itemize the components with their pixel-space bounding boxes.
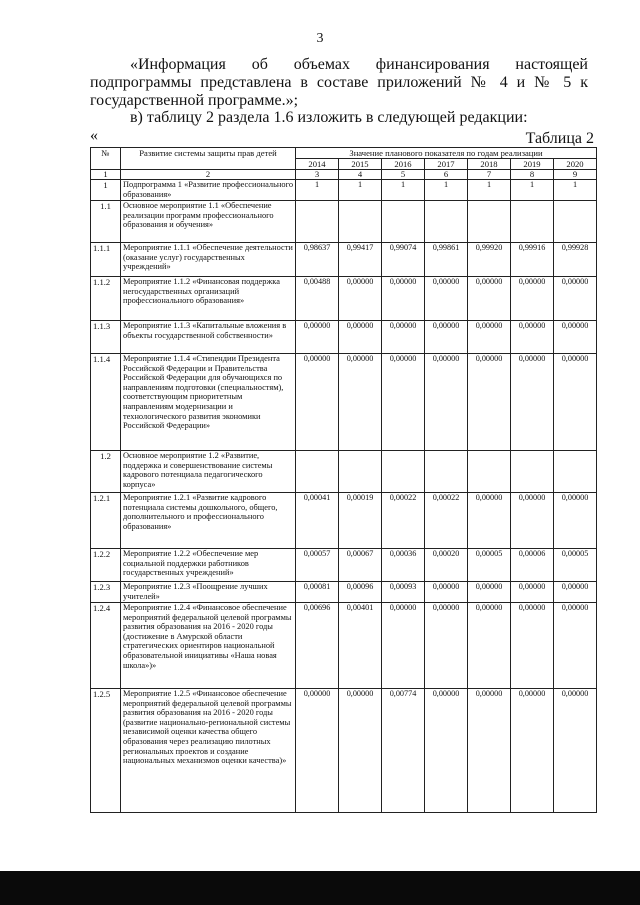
table-row bbox=[91, 549, 597, 582]
index-cell: 4 bbox=[339, 170, 382, 180]
scan-edge-bar bbox=[0, 871, 640, 905]
value-cell: 0,00006 bbox=[511, 549, 554, 582]
value-cell: 0,00000 bbox=[425, 603, 468, 689]
value-cell bbox=[468, 451, 511, 493]
value-cell: 0,00081 bbox=[296, 582, 339, 603]
row-name-cell: Мероприятие 1.2.4 «Финансовое обеспечение мероприятий федеральной целевой программы развития образования на 2016 - 2020 годы (достижение в Амурской области стратегических ориентиров национальной образовательной инициативы «Наша новая школа»)» bbox=[121, 603, 296, 689]
opening-quote-mark: « bbox=[90, 127, 98, 144]
value-cell: 1 bbox=[382, 180, 425, 201]
value-cell: 0,00041 bbox=[296, 493, 339, 549]
value-cell: 0,00774 bbox=[382, 689, 425, 813]
table-label: Таблица 2 bbox=[525, 130, 594, 147]
row-name-cell: Мероприятие 1.2.3 «Поощрение лучших учителей» bbox=[121, 582, 296, 603]
value-cell: 0,00036 bbox=[382, 549, 425, 582]
value-cell: 0,00000 bbox=[339, 321, 382, 354]
value-cell: 0,00000 bbox=[468, 321, 511, 354]
value-cell: 0,00401 bbox=[339, 603, 382, 689]
row-number-cell: 1.1.3 bbox=[91, 321, 121, 354]
value-cell bbox=[511, 451, 554, 493]
year-header: 2017 bbox=[425, 159, 468, 170]
index-cell: 3 bbox=[296, 170, 339, 180]
value-cell: 0,00000 bbox=[382, 277, 425, 321]
index-cell: 6 bbox=[425, 170, 468, 180]
value-cell: 0,00000 bbox=[511, 689, 554, 813]
year-header: 2019 bbox=[511, 159, 554, 170]
value-cell: 0,99928 bbox=[554, 243, 597, 277]
value-cell: 0,00096 bbox=[339, 582, 382, 603]
value-cell: 0,00000 bbox=[296, 689, 339, 813]
value-cell: 0,00000 bbox=[554, 493, 597, 549]
value-cell: 0,00000 bbox=[554, 582, 597, 603]
year-header: 2016 bbox=[382, 159, 425, 170]
value-cell: 0,00000 bbox=[554, 321, 597, 354]
value-cell bbox=[296, 201, 339, 243]
value-cell bbox=[296, 451, 339, 493]
value-cell: 0,00000 bbox=[425, 277, 468, 321]
table-row bbox=[91, 277, 597, 321]
year-header: 2020 bbox=[554, 159, 597, 170]
value-cell: 0,00000 bbox=[339, 689, 382, 813]
value-cell bbox=[468, 201, 511, 243]
table-row bbox=[91, 603, 597, 689]
value-cell: 0,00000 bbox=[425, 354, 468, 451]
value-cell: 0,00000 bbox=[554, 603, 597, 689]
table-row bbox=[91, 321, 597, 354]
index-cell: 2 bbox=[121, 170, 296, 180]
value-cell: 0,00000 bbox=[296, 321, 339, 354]
value-cell: 0,00000 bbox=[468, 582, 511, 603]
row-name-cell: Мероприятие 1.2.1 «Развитие кадрового потенциала системы дошкольного, общего, дополнительного и профессионального образования» bbox=[121, 493, 296, 549]
row-number-cell: 1.2.1 bbox=[91, 493, 121, 549]
value-cell: 1 bbox=[554, 180, 597, 201]
group-header: Значение планового показателя по годам реализации bbox=[296, 148, 597, 159]
year-header: 2014 bbox=[296, 159, 339, 170]
row-number-cell: 1 bbox=[91, 180, 121, 201]
row-number-cell: 1.2.2 bbox=[91, 549, 121, 582]
value-cell bbox=[382, 201, 425, 243]
row-name-cell: Мероприятие 1.1.4 «Стипендии Президента Российской Федерации и Правительства Российской Федерации для обучающихся по направлениям подготовки (специальностям), соответствующим приоритетным направлениям модернизации и технологического развития экономики Российской Федерации» bbox=[121, 354, 296, 451]
value-cell: 0,00000 bbox=[425, 582, 468, 603]
value-cell bbox=[511, 201, 554, 243]
value-cell: 0,00000 bbox=[425, 321, 468, 354]
value-cell: 1 bbox=[296, 180, 339, 201]
value-cell: 0,00005 bbox=[468, 549, 511, 582]
value-cell: 0,00000 bbox=[511, 493, 554, 549]
value-cell: 0,00057 bbox=[296, 549, 339, 582]
col-name-header: Развитие системы защиты прав детей bbox=[121, 148, 296, 170]
row-number-cell: 1.1.1 bbox=[91, 243, 121, 277]
value-cell: 0,00000 bbox=[382, 354, 425, 451]
row-number-cell: 1.2 bbox=[91, 451, 121, 493]
table-row bbox=[91, 493, 597, 549]
value-cell: 0,00000 bbox=[554, 689, 597, 813]
value-cell: 0,00000 bbox=[296, 354, 339, 451]
value-cell bbox=[554, 201, 597, 243]
value-cell: 0,00488 bbox=[296, 277, 339, 321]
page-number: 3 bbox=[316, 31, 324, 46]
value-cell: 0,00022 bbox=[425, 493, 468, 549]
row-number-cell: 1.2.5 bbox=[91, 689, 121, 813]
value-cell: 0,00000 bbox=[554, 354, 597, 451]
index-cell: 8 bbox=[511, 170, 554, 180]
value-cell: 0,00000 bbox=[468, 277, 511, 321]
value-cell: 0,00000 bbox=[468, 493, 511, 549]
value-cell: 0,00000 bbox=[468, 603, 511, 689]
table-row bbox=[91, 201, 597, 243]
value-cell: 0,00000 bbox=[468, 689, 511, 813]
row-name-cell: Мероприятие 1.2.2 «Обеспечение мер социальной поддержки работников государственных учреждений» bbox=[121, 549, 296, 582]
value-cell: 0,99920 bbox=[468, 243, 511, 277]
table-row bbox=[91, 243, 597, 277]
value-cell bbox=[425, 201, 468, 243]
value-cell: 0,99417 bbox=[339, 243, 382, 277]
value-cell: 0,00020 bbox=[425, 549, 468, 582]
value-cell: 0,00000 bbox=[425, 689, 468, 813]
row-number-cell: 1.2.4 bbox=[91, 603, 121, 689]
row-number-cell: 1.1 bbox=[91, 201, 121, 243]
row-name-cell: Мероприятие 1.1.2 «Финансовая поддержка негосударственных организаций профессионального образования» bbox=[121, 277, 296, 321]
value-cell: 0,99916 bbox=[511, 243, 554, 277]
value-cell: 0,00000 bbox=[511, 354, 554, 451]
row-name-cell: Подпрограмма 1 «Развитие профессионального образования» bbox=[121, 180, 296, 201]
col-num-header: № bbox=[91, 148, 121, 170]
value-cell: 1 bbox=[339, 180, 382, 201]
value-cell: 0,99074 bbox=[382, 243, 425, 277]
index-cell: 9 bbox=[554, 170, 597, 180]
row-name-cell: Основное мероприятие 1.1 «Обеспечение реализации программ профессионального образования и обучения» bbox=[121, 201, 296, 243]
value-cell: 0,00019 bbox=[339, 493, 382, 549]
value-cell: 0,00022 bbox=[382, 493, 425, 549]
value-cell: 1 bbox=[468, 180, 511, 201]
value-cell: 0,98637 bbox=[296, 243, 339, 277]
value-cell: 0,00000 bbox=[339, 277, 382, 321]
indicator-table bbox=[90, 147, 597, 813]
value-cell bbox=[554, 451, 597, 493]
row-number-cell: 1.2.3 bbox=[91, 582, 121, 603]
value-cell: 0,00000 bbox=[468, 354, 511, 451]
value-cell: 0,00000 bbox=[511, 603, 554, 689]
year-header: 2015 bbox=[339, 159, 382, 170]
table-row bbox=[91, 582, 597, 603]
value-cell: 0,00000 bbox=[382, 321, 425, 354]
index-cell: 1 bbox=[91, 170, 121, 180]
value-cell: 0,00000 bbox=[554, 277, 597, 321]
value-cell: 0,00000 bbox=[382, 603, 425, 689]
value-cell: 0,00067 bbox=[339, 549, 382, 582]
value-cell bbox=[339, 451, 382, 493]
instruction-paragraph: в) таблицу 2 раздела 1.6 изложить в следующей редакции: bbox=[130, 109, 528, 126]
value-cell: 1 bbox=[425, 180, 468, 201]
value-cell: 0,00093 bbox=[382, 582, 425, 603]
value-cell: 0,00005 bbox=[554, 549, 597, 582]
row-number-cell: 1.1.2 bbox=[91, 277, 121, 321]
value-cell: 0,00000 bbox=[511, 277, 554, 321]
row-name-cell: Мероприятие 1.2.5 «Финансовое обеспечение мероприятий федеральной целевой программы развития образования на 2016 - 2020 годы (развитие национально-региональной системы независимой оценки качества общего образования через реализацию пилотных региональных проектов и создание национальных механизмов оценки качества)» bbox=[121, 689, 296, 813]
value-cell: 1 bbox=[511, 180, 554, 201]
row-name-cell: Мероприятие 1.1.1 «Обеспечение деятельности (оказание услуг) государственных учреждений» bbox=[121, 243, 296, 277]
value-cell: 0,00000 bbox=[511, 582, 554, 603]
value-cell bbox=[425, 451, 468, 493]
table-row bbox=[91, 689, 597, 813]
value-cell bbox=[339, 201, 382, 243]
value-cell: 0,00696 bbox=[296, 603, 339, 689]
info-paragraph: «Информация об объемах финансирования настоящей подпрограммы представлена в составе приложений № 4 и № 5 к государственной программе.»; bbox=[90, 56, 588, 109]
index-cell: 7 bbox=[468, 170, 511, 180]
value-cell: 0,00000 bbox=[339, 354, 382, 451]
value-cell bbox=[382, 451, 425, 493]
index-cell: 5 bbox=[382, 170, 425, 180]
row-name-cell: Основное мероприятие 1.2 «Развитие, поддержка и совершенствование системы кадрового потенциала педагогического корпуса» bbox=[121, 451, 296, 493]
year-header: 2018 bbox=[468, 159, 511, 170]
value-cell: 0,00000 bbox=[511, 321, 554, 354]
table-row bbox=[91, 354, 597, 451]
value-cell: 0,99861 bbox=[425, 243, 468, 277]
table-row bbox=[91, 180, 597, 201]
row-number-cell: 1.1.4 bbox=[91, 354, 121, 451]
table-row bbox=[91, 451, 597, 493]
row-name-cell: Мероприятие 1.1.3 «Капитальные вложения в объекты государственной собственности» bbox=[121, 321, 296, 354]
